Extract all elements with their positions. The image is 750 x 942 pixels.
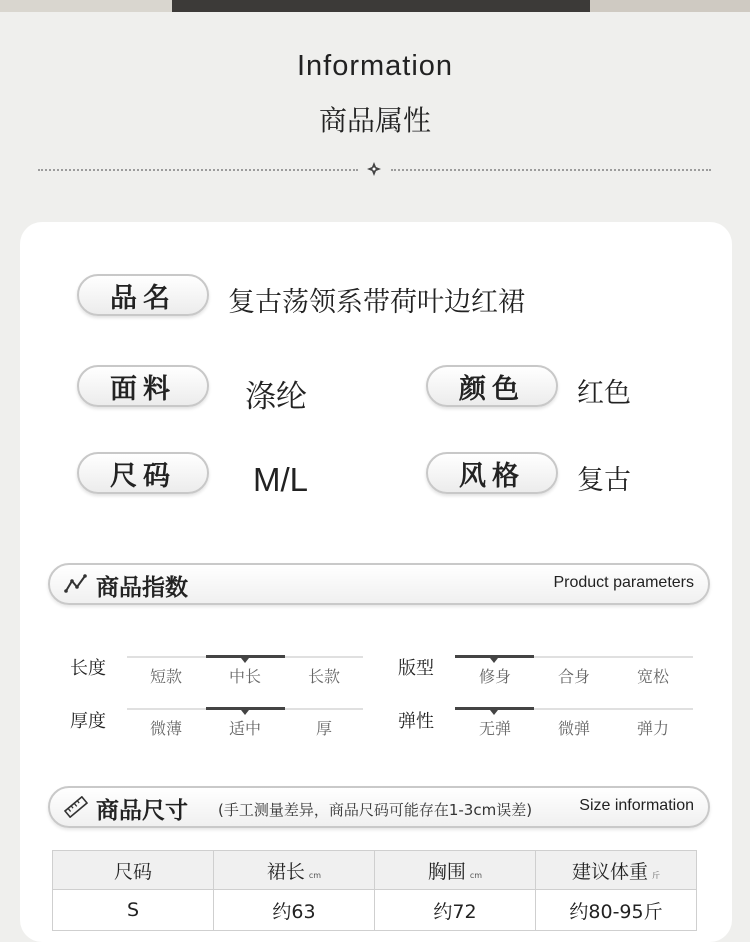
param-label-elasticity: 弹性 <box>398 711 434 732</box>
section-title-en: Information <box>296 50 454 82</box>
param-marker-thickness <box>241 710 249 715</box>
photo-dark-region <box>172 0 590 12</box>
attr-label-name: 品名 <box>77 274 209 316</box>
size-table-header <box>53 851 697 890</box>
attr-label-color: 颜色 <box>426 365 558 407</box>
size-cell: 约63 <box>214 890 375 931</box>
attr-value-fabric: 涤纶 <box>245 379 307 415</box>
size-cell: S <box>53 890 214 931</box>
param-option-selected: 中长 <box>228 667 261 686</box>
size-cell: 约80-95斤 <box>536 890 697 931</box>
attr-value-size: M/L <box>253 461 309 498</box>
product-photo-strip <box>0 0 750 12</box>
table-row <box>53 890 697 931</box>
size-section-title: 商品尺寸 <box>96 798 188 824</box>
param-label-thickness: 厚度 <box>70 711 106 732</box>
size-section-note: (手工测量差异，商品尺码可能存在1-3cm误差) <box>218 801 533 819</box>
attr-label-style: 风格 <box>426 452 558 494</box>
index-section-title-en: Product parameters <box>553 574 694 591</box>
param-option-selected: 适中 <box>228 719 261 738</box>
param-option-selected: 无弹 <box>478 719 511 738</box>
param-marker-elasticity <box>490 710 498 715</box>
section-title-cn: 商品属性 <box>318 104 431 137</box>
size-cell: 约72 <box>375 890 536 931</box>
index-section-title: 商品指数 <box>96 575 188 601</box>
param-marker-fit <box>490 658 498 663</box>
param-option: 长款 <box>307 667 340 686</box>
param-option: 合身 <box>557 667 590 686</box>
param-option: 宽松 <box>636 667 669 686</box>
size-section-bar <box>48 786 710 828</box>
ruler-icon <box>64 796 88 818</box>
photo-light-region <box>590 0 750 12</box>
param-option: 弹力 <box>636 719 669 738</box>
attr-value-style: 复古 <box>577 465 631 496</box>
param-marker-length <box>241 658 249 663</box>
param-label-length: 长度 <box>70 658 106 679</box>
trend-line-icon <box>64 573 88 595</box>
param-label-fit: 版型 <box>398 658 434 679</box>
divider-right <box>391 169 711 171</box>
size-table <box>52 850 697 931</box>
param-option: 短款 <box>149 667 182 686</box>
attr-value-name: 复古荡领系带荷叶边红裙 <box>228 287 525 318</box>
attr-label-size: 尺码 <box>77 452 209 494</box>
unit-label: 斤 <box>652 870 660 880</box>
unit-label: cm <box>469 870 483 880</box>
param-option: 厚 <box>315 719 332 738</box>
attr-label-fabric: 面料 <box>77 365 209 407</box>
size-header-cell: 胸围 cm <box>375 851 536 890</box>
unit-label: cm <box>308 870 322 880</box>
param-option: 微薄 <box>149 719 182 738</box>
size-header-cell: 建议体重 斤 <box>536 851 697 890</box>
param-option-selected: 修身 <box>478 667 511 686</box>
size-header-cell: 尺码 <box>53 851 214 890</box>
diamond-ornament-icon <box>366 161 382 177</box>
size-header-cell: 裙长 cm <box>214 851 375 890</box>
index-section-bar <box>48 563 710 605</box>
divider-left <box>38 169 358 171</box>
size-section-title-en: Size information <box>579 797 694 814</box>
attr-value-color: 红色 <box>577 378 631 409</box>
param-option: 微弹 <box>557 719 590 738</box>
